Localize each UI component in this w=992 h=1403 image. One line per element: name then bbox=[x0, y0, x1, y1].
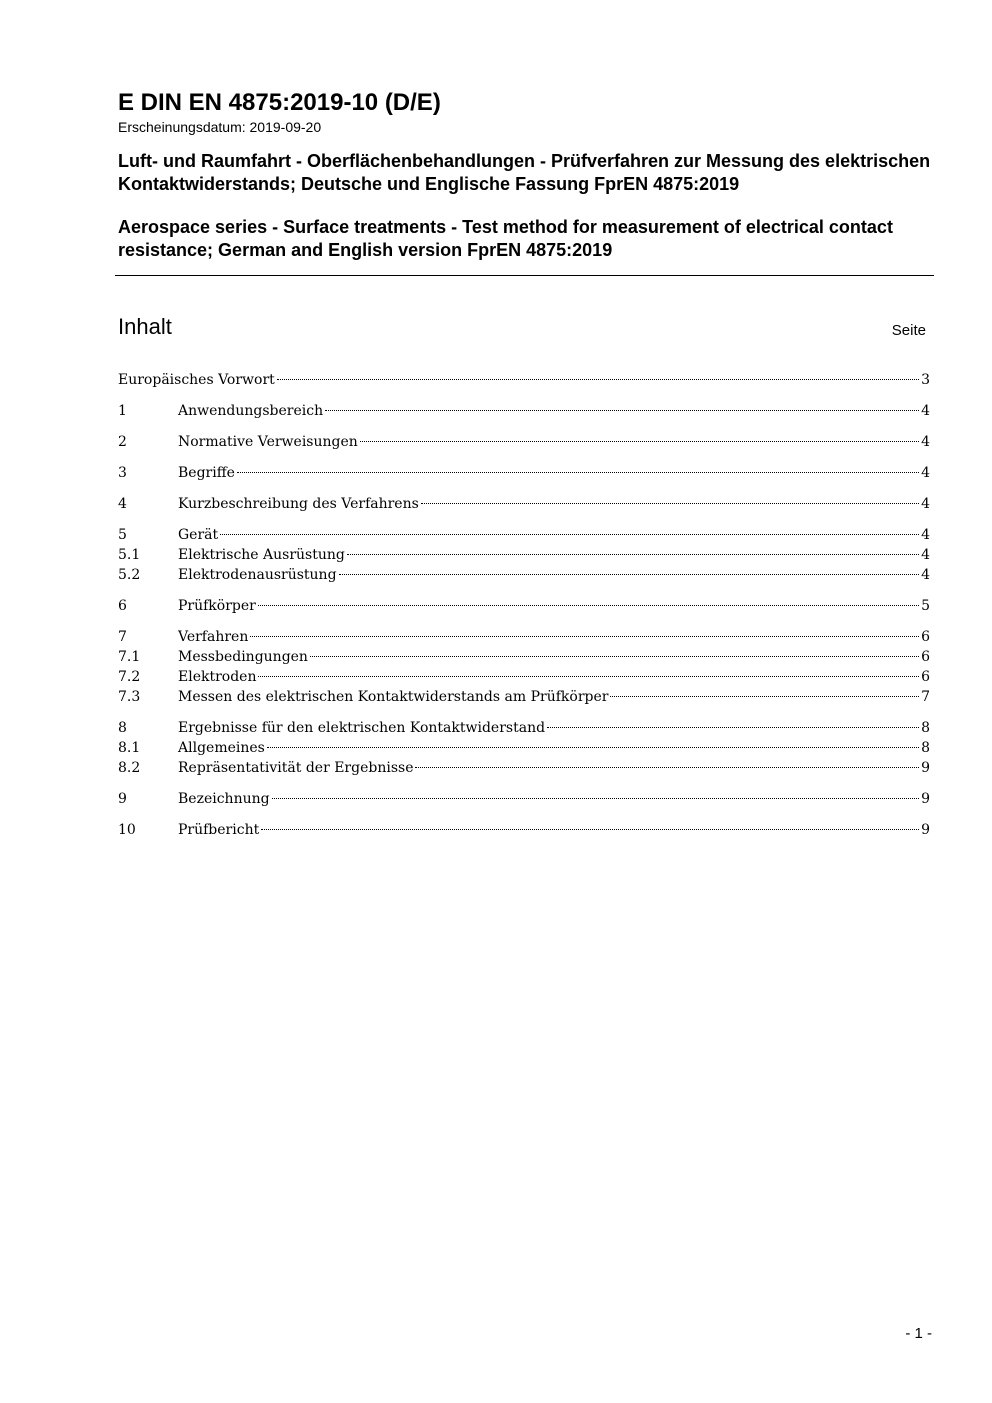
toc-leader-dots bbox=[277, 379, 919, 380]
toc-leader-dots bbox=[610, 696, 919, 697]
toc-entry[interactable] bbox=[118, 820, 930, 840]
toc-entry[interactable] bbox=[118, 738, 930, 758]
toc-leader-dots bbox=[237, 472, 919, 473]
toc-entry-label: Bezeichnung bbox=[178, 791, 270, 807]
table-of-contents bbox=[118, 370, 930, 840]
toc-entry[interactable] bbox=[118, 370, 930, 390]
toc-entry-number: 7.2 bbox=[118, 669, 141, 685]
toc-entry[interactable] bbox=[118, 596, 930, 616]
toc-leader-dots bbox=[421, 503, 919, 504]
toc-entry-number: 5 bbox=[118, 527, 127, 543]
toc-entry-number: 8 bbox=[118, 720, 127, 736]
toc-entry[interactable] bbox=[118, 667, 930, 687]
toc-leader-dots bbox=[267, 747, 919, 748]
toc-entry[interactable] bbox=[118, 627, 930, 647]
toc-entry[interactable] bbox=[118, 545, 930, 565]
toc-leader-dots bbox=[415, 767, 919, 768]
toc-entry-number: 7 bbox=[118, 629, 127, 645]
toc-entry[interactable] bbox=[118, 687, 930, 707]
english-title: Aerospace series - Surface treatments - Test method for measurement of electrical contact resistance; German and English version FprEN 4875:2019 bbox=[118, 217, 893, 260]
toc-entry-page: 4 bbox=[921, 465, 930, 481]
toc-leader-dots bbox=[220, 534, 919, 535]
toc-entry-label: Normative Verweisungen bbox=[178, 434, 358, 450]
toc-entry[interactable] bbox=[118, 463, 930, 483]
toc-title: Inhalt bbox=[118, 314, 172, 339]
german-title: Luft- und Raumfahrt - Oberflächenbehandlungen - Prüfverfahren zur Messung des elektrischen Kontaktwiderstands; Deutsche und Englische Fassung FprEN 4875:2019 bbox=[118, 151, 931, 194]
toc-entry-number: 10 bbox=[118, 822, 136, 838]
toc-entry-label: Prüfbericht bbox=[178, 822, 260, 838]
toc-leader-dots bbox=[258, 605, 919, 606]
toc-leader-dots bbox=[258, 676, 919, 677]
toc-entry[interactable] bbox=[118, 789, 930, 809]
toc-entry-page: 8 bbox=[921, 740, 930, 756]
publication-date: Erscheinungsdatum: 2019-09-20 bbox=[118, 119, 322, 135]
toc-entry-page: 3 bbox=[921, 372, 930, 388]
toc-entry-page: 4 bbox=[921, 547, 930, 563]
toc-entry-page: 4 bbox=[921, 567, 930, 583]
toc-entry-number: 5.2 bbox=[118, 567, 141, 583]
toc-entry-page: 4 bbox=[921, 496, 930, 512]
toc-entry-label: Repräsentativität der Ergebnisse bbox=[178, 760, 414, 776]
toc-entry-page: 5 bbox=[921, 598, 930, 614]
toc-entry-label: Messen des elektrischen Kontaktwiderstands am Prüfkörper bbox=[178, 689, 609, 705]
toc-entry-number: 3 bbox=[118, 465, 127, 481]
toc-entry-page: 9 bbox=[921, 791, 930, 807]
toc-entry[interactable] bbox=[118, 758, 930, 778]
toc-entry-page: 9 bbox=[921, 760, 930, 776]
toc-entry-number: 7.1 bbox=[118, 649, 141, 665]
toc-leader-dots bbox=[272, 798, 919, 799]
toc-leader-dots bbox=[360, 441, 919, 442]
toc-heading bbox=[118, 314, 926, 344]
toc-entry-number: 6 bbox=[118, 598, 127, 614]
document-header bbox=[118, 88, 934, 262]
toc-entry-page: 6 bbox=[921, 669, 930, 685]
toc-leader-dots bbox=[261, 829, 919, 830]
toc-entry-label: Messbedingungen bbox=[178, 649, 308, 665]
toc-leader-dots bbox=[547, 727, 919, 728]
toc-entry-page: 9 bbox=[921, 822, 930, 838]
toc-entry-label: Begriffe bbox=[178, 465, 235, 481]
toc-entry-number: 7.3 bbox=[118, 689, 141, 705]
toc-entry[interactable] bbox=[118, 525, 930, 545]
toc-entry-number: 8.2 bbox=[118, 760, 141, 776]
toc-entry-number: 9 bbox=[118, 791, 127, 807]
toc-entry-number: 5.1 bbox=[118, 547, 141, 563]
toc-entry-label: Elektrodenausrüstung bbox=[178, 567, 337, 583]
toc-entry-label: Elektrische Ausrüstung bbox=[178, 547, 345, 563]
toc-leader-dots bbox=[339, 574, 920, 575]
toc-entry-page: 6 bbox=[921, 629, 930, 645]
toc-entry[interactable] bbox=[118, 432, 930, 452]
toc-entry-page: 4 bbox=[921, 527, 930, 543]
toc-leader-dots bbox=[347, 554, 919, 555]
toc-entry-label: Europäisches Vorwort bbox=[118, 372, 275, 388]
toc-leader-dots bbox=[310, 656, 919, 657]
toc-entry-label: Verfahren bbox=[178, 629, 249, 645]
header-divider bbox=[115, 275, 934, 276]
toc-entry-number: 8.1 bbox=[118, 740, 141, 756]
toc-entry-label: Kurzbeschreibung des Verfahrens bbox=[178, 496, 419, 512]
toc-entry-number: 2 bbox=[118, 434, 127, 450]
toc-entry-label: Allgemeines bbox=[178, 740, 265, 756]
toc-entry-label: Prüfkörper bbox=[178, 598, 256, 614]
toc-entry[interactable] bbox=[118, 718, 930, 738]
toc-entry-page: 4 bbox=[921, 403, 930, 419]
toc-entry-number: 4 bbox=[118, 496, 127, 512]
toc-entry-label: Elektroden bbox=[178, 669, 257, 685]
toc-leader-dots bbox=[325, 410, 919, 411]
toc-entry-label: Gerät bbox=[178, 527, 219, 543]
toc-entry[interactable] bbox=[118, 494, 930, 514]
toc-page-column-label: Seite bbox=[891, 322, 926, 339]
toc-entry[interactable] bbox=[118, 565, 930, 585]
toc-entry-page: 8 bbox=[921, 720, 930, 736]
page-number: - 1 - bbox=[905, 1325, 932, 1342]
toc-entry-number: 1 bbox=[118, 403, 127, 419]
toc-entry-label: Ergebnisse für den elektrischen Kontaktwiderstand bbox=[178, 720, 546, 736]
toc-entry[interactable] bbox=[118, 401, 930, 421]
toc-entry-page: 6 bbox=[921, 649, 930, 665]
document-title: E DIN EN 4875:2019-10 (D/E) bbox=[118, 89, 441, 116]
toc-entry-label: Anwendungsbereich bbox=[178, 403, 324, 419]
toc-entry[interactable] bbox=[118, 647, 930, 667]
toc-entry-page: 7 bbox=[921, 689, 930, 705]
toc-leader-dots bbox=[250, 636, 919, 637]
toc-entry-page: 4 bbox=[921, 434, 930, 450]
